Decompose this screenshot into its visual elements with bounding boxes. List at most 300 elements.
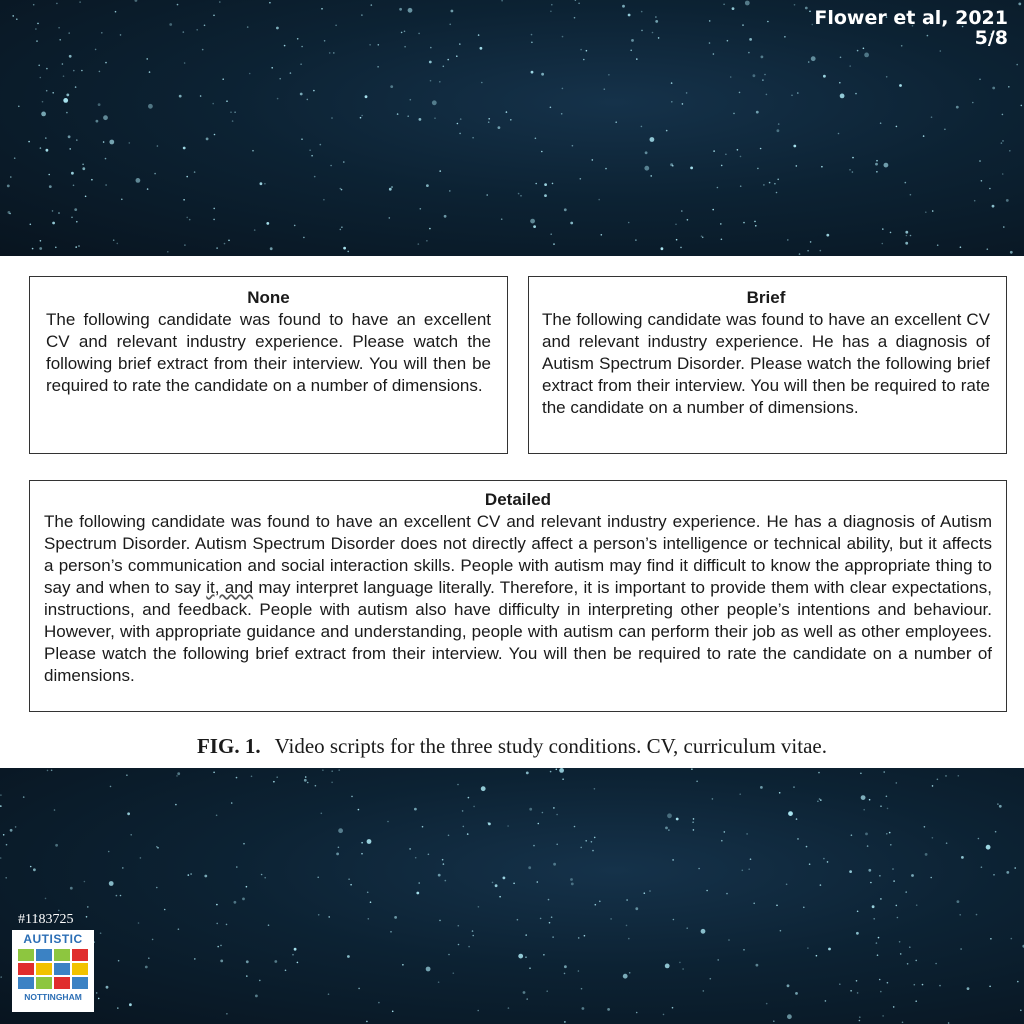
star bbox=[449, 24, 451, 26]
star bbox=[1009, 150, 1011, 152]
star bbox=[537, 881, 539, 883]
star bbox=[366, 1021, 368, 1023]
star bbox=[615, 121, 617, 123]
star bbox=[601, 234, 603, 236]
star bbox=[260, 182, 263, 185]
star bbox=[728, 939, 730, 941]
star bbox=[989, 986, 991, 988]
star bbox=[167, 251, 169, 253]
star bbox=[698, 868, 700, 870]
star bbox=[592, 850, 594, 852]
star bbox=[932, 210, 934, 212]
star bbox=[498, 126, 501, 129]
star bbox=[234, 111, 236, 113]
star bbox=[1014, 867, 1016, 869]
star bbox=[186, 217, 188, 219]
star bbox=[118, 960, 120, 962]
star bbox=[402, 964, 404, 966]
star bbox=[313, 90, 315, 92]
star bbox=[45, 137, 47, 139]
star bbox=[188, 874, 190, 876]
logo-square bbox=[54, 949, 70, 961]
star bbox=[284, 45, 286, 47]
star bbox=[655, 16, 657, 18]
star bbox=[69, 148, 71, 150]
star bbox=[857, 50, 859, 52]
star bbox=[98, 103, 101, 106]
star bbox=[636, 1012, 638, 1014]
star bbox=[899, 941, 901, 943]
star bbox=[852, 157, 854, 159]
star bbox=[189, 219, 191, 221]
star bbox=[961, 856, 964, 859]
star bbox=[997, 803, 999, 805]
star bbox=[756, 111, 759, 114]
star bbox=[338, 769, 340, 771]
star bbox=[103, 141, 105, 143]
star bbox=[401, 32, 403, 34]
star bbox=[7, 211, 10, 214]
star bbox=[578, 937, 580, 939]
star bbox=[604, 88, 606, 90]
star bbox=[896, 126, 898, 128]
star bbox=[301, 138, 303, 140]
star bbox=[28, 141, 30, 143]
star bbox=[300, 63, 302, 65]
star bbox=[976, 914, 978, 916]
star bbox=[564, 973, 566, 975]
star bbox=[932, 837, 934, 839]
star bbox=[100, 932, 102, 934]
star bbox=[820, 799, 822, 801]
star bbox=[438, 981, 440, 983]
star bbox=[194, 958, 196, 960]
star bbox=[75, 246, 77, 248]
star bbox=[1001, 142, 1003, 144]
citation-header bbox=[814, 8, 1008, 48]
star bbox=[932, 785, 934, 787]
star bbox=[556, 844, 558, 846]
star bbox=[246, 886, 248, 888]
star bbox=[767, 21, 769, 23]
star bbox=[730, 76, 732, 78]
star bbox=[797, 838, 799, 840]
star bbox=[473, 806, 475, 808]
star bbox=[518, 954, 523, 959]
star bbox=[586, 50, 588, 52]
autistic-nottingham-logo bbox=[12, 930, 94, 1012]
star bbox=[513, 883, 515, 885]
star bbox=[644, 892, 646, 894]
star bbox=[777, 179, 779, 181]
star bbox=[294, 948, 297, 951]
star bbox=[422, 826, 424, 828]
star bbox=[127, 812, 130, 815]
star bbox=[230, 111, 232, 113]
star bbox=[54, 809, 56, 811]
star bbox=[552, 936, 554, 938]
star bbox=[826, 234, 829, 237]
star bbox=[930, 877, 932, 879]
starfield-bottom bbox=[0, 768, 1024, 1024]
star bbox=[38, 65, 40, 67]
star bbox=[66, 112, 68, 114]
star bbox=[876, 171, 878, 173]
star bbox=[367, 892, 369, 894]
star bbox=[481, 82, 483, 84]
star bbox=[448, 835, 450, 837]
star bbox=[52, 92, 54, 94]
star bbox=[15, 826, 17, 828]
star bbox=[819, 798, 821, 800]
star bbox=[623, 974, 628, 979]
star bbox=[148, 957, 150, 959]
star bbox=[550, 233, 552, 235]
star bbox=[914, 984, 916, 986]
star bbox=[931, 116, 933, 118]
star bbox=[472, 137, 474, 139]
star bbox=[766, 1003, 768, 1005]
star bbox=[626, 925, 628, 927]
star bbox=[361, 853, 363, 855]
star bbox=[506, 111, 508, 113]
star bbox=[886, 833, 888, 835]
star bbox=[304, 779, 307, 782]
star bbox=[999, 805, 1002, 808]
logo-grid bbox=[18, 949, 88, 989]
star bbox=[723, 4, 725, 6]
star bbox=[641, 11, 643, 13]
star bbox=[1020, 1010, 1022, 1012]
star bbox=[630, 50, 632, 52]
star bbox=[183, 147, 186, 150]
star bbox=[480, 47, 483, 50]
citation-authors: Flower et al, 2021 bbox=[814, 7, 1008, 29]
star bbox=[222, 78, 224, 80]
star bbox=[592, 159, 594, 161]
star bbox=[120, 895, 122, 897]
star bbox=[37, 23, 39, 25]
star bbox=[183, 199, 185, 201]
star bbox=[55, 844, 58, 847]
star bbox=[129, 1003, 132, 1006]
star bbox=[0, 857, 2, 859]
star bbox=[692, 821, 694, 823]
star bbox=[231, 802, 233, 804]
star bbox=[645, 151, 648, 154]
star bbox=[368, 918, 370, 920]
star bbox=[992, 205, 995, 208]
star bbox=[726, 893, 728, 895]
star bbox=[671, 101, 673, 103]
star bbox=[937, 244, 939, 246]
star bbox=[276, 27, 279, 30]
star bbox=[879, 979, 881, 981]
star bbox=[865, 833, 868, 836]
star bbox=[542, 812, 544, 814]
star bbox=[76, 221, 78, 223]
star bbox=[321, 813, 323, 815]
star bbox=[665, 827, 668, 830]
star bbox=[693, 818, 695, 820]
star bbox=[448, 954, 450, 956]
star bbox=[148, 104, 153, 109]
star bbox=[778, 123, 780, 125]
star bbox=[635, 239, 637, 241]
star bbox=[49, 185, 52, 188]
star bbox=[528, 866, 531, 869]
star bbox=[882, 243, 884, 245]
star bbox=[905, 231, 908, 234]
star bbox=[82, 167, 85, 170]
star bbox=[880, 122, 882, 124]
star bbox=[562, 778, 564, 780]
star bbox=[51, 770, 53, 772]
star bbox=[204, 25, 206, 27]
star bbox=[628, 938, 630, 940]
star bbox=[30, 224, 32, 226]
script-text-none: The following candidate was found to have an excellent CV and relevant industry experience. Please watch the following brief extract from their interview. You will then be required to rate the candidate on a number of dimensions. bbox=[46, 310, 491, 395]
star bbox=[68, 135, 71, 138]
star bbox=[96, 120, 99, 123]
star bbox=[213, 15, 215, 17]
star bbox=[138, 922, 140, 924]
star bbox=[108, 851, 110, 853]
star bbox=[340, 188, 342, 190]
star bbox=[328, 916, 330, 918]
star bbox=[828, 948, 831, 951]
star bbox=[650, 137, 655, 142]
star bbox=[157, 145, 159, 147]
star bbox=[797, 92, 799, 94]
star bbox=[924, 826, 926, 828]
star bbox=[649, 890, 651, 892]
star bbox=[361, 115, 363, 117]
star bbox=[397, 113, 399, 115]
star bbox=[959, 914, 961, 916]
star bbox=[571, 883, 574, 886]
star bbox=[748, 868, 750, 870]
star bbox=[762, 79, 764, 81]
star bbox=[717, 187, 719, 189]
star bbox=[387, 821, 389, 823]
star bbox=[535, 183, 537, 185]
star bbox=[117, 243, 119, 245]
star bbox=[986, 845, 991, 850]
star bbox=[878, 937, 880, 939]
star bbox=[665, 964, 670, 969]
star bbox=[3, 834, 5, 836]
star bbox=[850, 990, 852, 992]
star bbox=[116, 895, 118, 897]
star bbox=[71, 172, 74, 175]
star bbox=[184, 62, 186, 64]
post-tag: #1183725 bbox=[18, 912, 74, 927]
star bbox=[960, 948, 962, 950]
star bbox=[721, 165, 723, 167]
star bbox=[146, 58, 148, 60]
star bbox=[378, 44, 380, 46]
star bbox=[252, 150, 254, 152]
star bbox=[811, 56, 816, 61]
star bbox=[103, 115, 108, 120]
star bbox=[220, 960, 223, 963]
star bbox=[270, 247, 273, 250]
star bbox=[404, 31, 406, 33]
star bbox=[457, 123, 459, 125]
star bbox=[774, 183, 776, 185]
star bbox=[807, 250, 809, 252]
figure-caption-label: FIG. 1. bbox=[196, 734, 261, 758]
star bbox=[676, 239, 678, 241]
star bbox=[838, 133, 840, 135]
star bbox=[925, 853, 928, 856]
star bbox=[706, 890, 708, 892]
star bbox=[273, 781, 275, 783]
star bbox=[821, 166, 823, 168]
star bbox=[799, 253, 801, 255]
star bbox=[477, 1010, 479, 1012]
star bbox=[887, 982, 889, 984]
star bbox=[754, 221, 756, 223]
star bbox=[974, 200, 976, 202]
star bbox=[390, 931, 392, 933]
star bbox=[76, 139, 78, 141]
star bbox=[458, 925, 460, 927]
star bbox=[58, 27, 60, 29]
star bbox=[872, 905, 875, 908]
star bbox=[713, 53, 715, 55]
star bbox=[292, 954, 294, 956]
star bbox=[530, 219, 535, 224]
star bbox=[443, 863, 445, 865]
star bbox=[823, 75, 826, 78]
star bbox=[598, 199, 600, 201]
star bbox=[451, 10, 454, 13]
star bbox=[255, 995, 258, 998]
star bbox=[622, 5, 625, 8]
star bbox=[533, 845, 535, 847]
star bbox=[875, 163, 878, 166]
star bbox=[358, 809, 360, 811]
star bbox=[740, 185, 742, 187]
star bbox=[884, 163, 889, 168]
star bbox=[46, 90, 48, 92]
star bbox=[882, 1015, 884, 1017]
star bbox=[681, 210, 683, 212]
star bbox=[105, 184, 107, 186]
star bbox=[434, 117, 436, 119]
star bbox=[247, 26, 249, 28]
star bbox=[216, 904, 218, 906]
star bbox=[889, 832, 891, 834]
star bbox=[552, 183, 554, 185]
star bbox=[709, 42, 711, 44]
star bbox=[418, 243, 420, 245]
star bbox=[264, 183, 266, 185]
star bbox=[14, 157, 16, 159]
star bbox=[570, 222, 573, 225]
star bbox=[793, 786, 795, 788]
star bbox=[540, 918, 542, 920]
star bbox=[724, 831, 726, 833]
star bbox=[756, 964, 759, 967]
star bbox=[529, 967, 531, 969]
star bbox=[492, 882, 494, 884]
star bbox=[79, 1, 81, 3]
star bbox=[641, 30, 643, 32]
star bbox=[740, 156, 742, 158]
star bbox=[460, 118, 462, 120]
star bbox=[33, 868, 36, 871]
star bbox=[58, 212, 60, 214]
star bbox=[149, 71, 151, 73]
star bbox=[0, 976, 2, 978]
star bbox=[1016, 64, 1018, 66]
star bbox=[877, 954, 879, 956]
star bbox=[175, 804, 177, 806]
star bbox=[693, 829, 695, 831]
star bbox=[259, 980, 261, 982]
star bbox=[990, 938, 992, 940]
star bbox=[331, 770, 333, 772]
star bbox=[876, 942, 878, 944]
star bbox=[905, 891, 907, 893]
star bbox=[220, 945, 222, 947]
star bbox=[787, 984, 790, 987]
star bbox=[702, 237, 704, 239]
star bbox=[556, 769, 558, 771]
star bbox=[839, 983, 841, 985]
star bbox=[910, 235, 912, 237]
star bbox=[748, 52, 750, 54]
star bbox=[764, 74, 766, 76]
figure-panel bbox=[0, 256, 1024, 768]
star bbox=[409, 848, 411, 850]
star bbox=[795, 992, 798, 995]
star bbox=[426, 184, 429, 187]
star bbox=[531, 71, 534, 74]
star bbox=[106, 986, 109, 989]
star bbox=[87, 906, 89, 908]
star bbox=[213, 208, 215, 210]
star bbox=[701, 929, 706, 934]
logo-square bbox=[18, 949, 34, 961]
star bbox=[85, 196, 87, 198]
star bbox=[993, 874, 995, 876]
star bbox=[136, 178, 141, 183]
star bbox=[392, 1011, 394, 1013]
star bbox=[682, 103, 684, 105]
star bbox=[676, 818, 679, 821]
star bbox=[264, 877, 266, 879]
star bbox=[541, 73, 544, 76]
star bbox=[721, 840, 723, 842]
star bbox=[776, 905, 778, 907]
star bbox=[311, 155, 313, 157]
star bbox=[786, 884, 788, 886]
star bbox=[18, 106, 20, 108]
star bbox=[367, 839, 372, 844]
star bbox=[628, 222, 630, 224]
star bbox=[510, 119, 512, 121]
star bbox=[177, 772, 180, 775]
star bbox=[340, 229, 342, 231]
star bbox=[743, 949, 745, 951]
script-text-detailed bbox=[44, 511, 992, 687]
star bbox=[404, 46, 406, 48]
star bbox=[66, 94, 69, 97]
